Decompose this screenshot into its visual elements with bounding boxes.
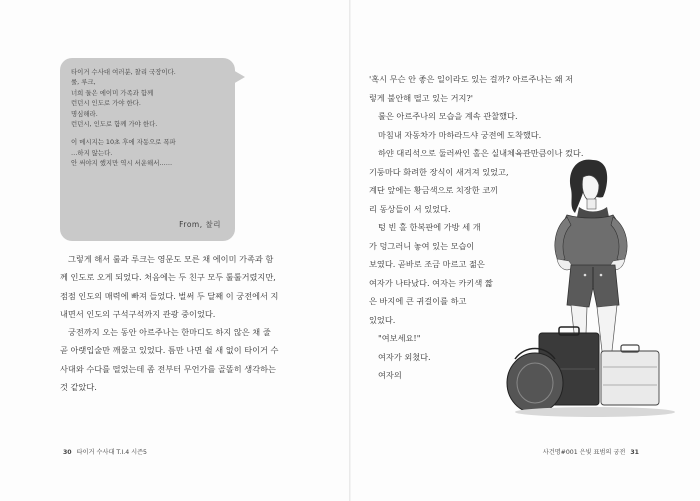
page-gutter xyxy=(349,0,351,501)
bubble-signature: From, 찰리 xyxy=(179,220,221,229)
left-page-footer xyxy=(60,447,147,456)
bubble-text-line: 런던시 인도로 가야 한다. xyxy=(71,99,141,108)
bubble-text-line: 이 메시지는 10초 후에 자동으로 폭파 xyxy=(71,138,176,147)
left-page-number: 30 xyxy=(63,449,72,456)
text-line: 기둥마다 화려한 장식이 새겨져 있었고, xyxy=(369,166,509,177)
text-line: 리 동상들이 서 있었다. xyxy=(369,203,451,214)
bubble-text-line: 룰, 루크, xyxy=(71,78,96,87)
text-line: "여보세요!" xyxy=(378,333,421,343)
text-line: 곧 아랫입술만 깨물고 있었다. 틈만 나면 쉴 새 없이 타이거 수 xyxy=(60,345,279,356)
text-line: 여자가 외쳤다. xyxy=(378,351,431,362)
text-line: 궁전까지 오는 동안 아르주나는 한마디도 하지 않은 채 줄 xyxy=(68,327,271,338)
text-line: 마침내 자동차가 마하라드샤 궁전에 도착했다. xyxy=(378,129,542,140)
text-line: 여자가 나타났다. 여자는 카키색 짧 xyxy=(369,277,493,288)
bubble-text-line: 명심해라. xyxy=(71,109,98,118)
text-line: '혹시 무슨 안 좋은 일이라도 있는 걸까? 아르주나는 왜 저 xyxy=(369,74,574,84)
text-line: 내면서 인도의 구석구석까지 관광 중이었다. xyxy=(60,308,216,319)
paragraph xyxy=(60,323,322,396)
bubble-text-line: 타이거 수사대 여러분, 찰리 국장이다. xyxy=(71,68,176,76)
text-line: 하얀 대리석으로 둘러싸인 홀은 실내체육관만큼이나 컸다. xyxy=(378,148,584,158)
right-page-number: 31 xyxy=(630,449,639,456)
text-line: 있었다. xyxy=(369,314,396,325)
bubble-text-line: 너희 둘은 에이미 가족과 함께 xyxy=(71,88,154,97)
right-book-title: 사건명#001 은빛 표범의 궁전 xyxy=(542,449,626,456)
text-line: 텅 빈 홀 한복판에 가방 세 개 xyxy=(378,222,481,232)
text-line: 룰은 아르주나의 모습을 계속 관찰했다. xyxy=(378,111,518,121)
text-line: 렇게 불안해 떨고 있는 거지?' xyxy=(369,92,474,103)
left-page-body xyxy=(60,250,322,396)
bubble-message-top xyxy=(71,67,225,129)
right-page-footer xyxy=(543,447,642,456)
text-line: 계단 앞에는 황금색으로 치장한 코끼 xyxy=(369,185,499,195)
text-line: 사대와 수다를 떨었는데 좀 전부터 무언가를 골똘히 생각하는 xyxy=(60,363,276,374)
text-line: 보였다. 곧바로 조금 마르고 젊은 xyxy=(369,259,485,269)
text-line: 은 바지에 큰 귀걸이를 하고 xyxy=(369,296,467,306)
text-line: 그렇게 해서 룰과 루크는 영문도 모른 채 에이미 가족과 함 xyxy=(68,254,274,264)
text-line: 께 인도로 오게 되었다. 처음에는 두 친구 모두 툴툴거렸지만, xyxy=(60,272,276,283)
text-line: 여자의 xyxy=(378,370,402,380)
message-speech-bubble xyxy=(60,58,235,241)
paragraph xyxy=(60,250,322,323)
bubble-text-line: …하지 않는다. xyxy=(71,148,113,157)
bubble-text-line: 런던시, 인도로 함께 가야 한다. xyxy=(71,120,158,129)
bubble-text-line: 안 써야지 했지만 역시 서운해서…… xyxy=(71,159,173,168)
bubble-message-bottom xyxy=(71,137,225,168)
woman-with-luggage-illustration xyxy=(505,155,675,420)
text-line: 가 덩그러니 놓여 있는 모습이 xyxy=(369,240,475,251)
speech-bubble-tail xyxy=(233,70,245,84)
text-line: 것 같았다. xyxy=(60,382,97,393)
left-book-title: 타이거 수사대 T.I.4 시즌5 xyxy=(76,449,147,456)
text-line: 점점 인도의 매력에 빠져 들었다. 벌써 두 달째 이 궁전에서 지 xyxy=(60,290,279,301)
